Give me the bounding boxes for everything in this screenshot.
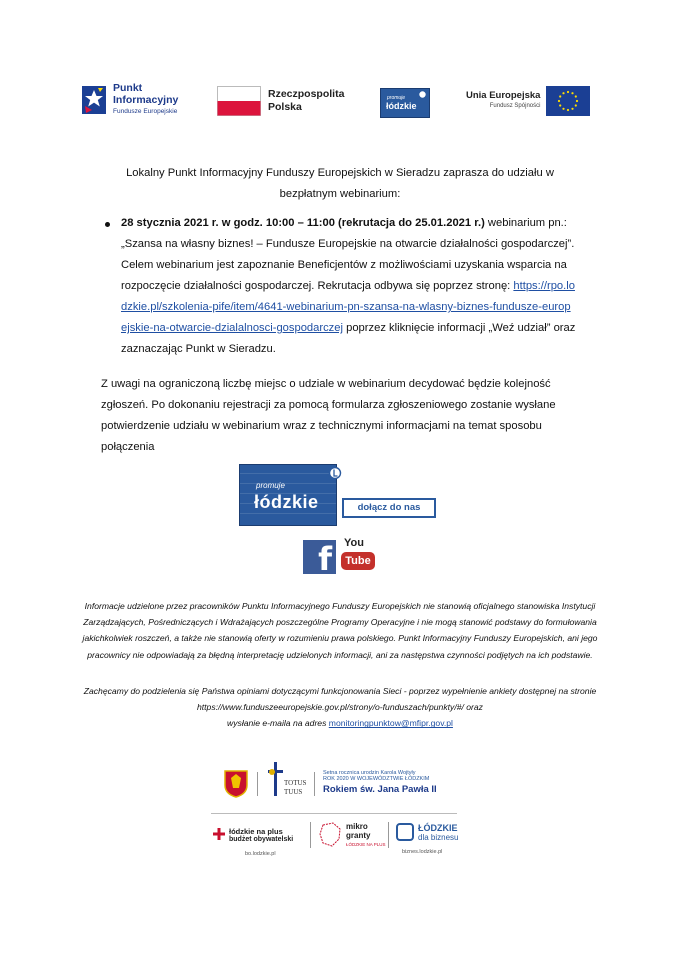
youtube-icon[interactable] xyxy=(341,537,375,573)
punkt-informacyjny-logo xyxy=(80,82,178,118)
fe-star-icon xyxy=(80,84,108,116)
survey-email-prefix: wysłanie e-maila na adres xyxy=(227,718,329,729)
email-link[interactable]: monitoringpunktow@mfipr.gov.pl xyxy=(328,718,453,729)
facebook-letter: f xyxy=(318,540,332,574)
region-map-icon xyxy=(318,822,342,848)
youtube-you: You xyxy=(344,537,364,549)
jp-small-1: Setna rocznica urodzin Karola Wojtyły xyxy=(323,770,416,776)
join-us-button[interactable]: dołącz do nas xyxy=(342,498,436,518)
jp-big: Rokiem św. Jana Pawła II xyxy=(323,784,437,795)
event-paragraph xyxy=(121,213,576,360)
totus-2: TUUS xyxy=(284,788,303,796)
bullet-icon xyxy=(105,222,110,227)
promuje-small: promuje xyxy=(387,95,406,101)
mikrogranty-logo xyxy=(318,820,393,852)
survey-text xyxy=(80,683,600,732)
punkt-line2: Informacyjny xyxy=(113,94,179,106)
totus-tuus-logo xyxy=(266,762,318,802)
promuje-lodzkie-header-logo xyxy=(380,88,430,118)
eu-flag-icon xyxy=(546,86,590,116)
lb-line2: dla biznesu xyxy=(418,833,459,842)
mg-line3: ŁÓDZKIE NA PLUS xyxy=(346,842,386,847)
ue-line1: Unia Europejska xyxy=(466,90,541,101)
biznes-icon xyxy=(396,823,414,841)
mg-line1: mikro xyxy=(346,822,368,831)
participation-paragraph: Z uwagi na ograniczoną liczbę miejsc o udziale w webinarium decydować będzie kolejność zgłoszeń. Po dokonaniu rejestracji za pomocą formularza zgłoszeniowego zostanie wysłane potwierdzenie udziału w webinarium wraz z technicznymi informacjami na temat sposobu połączenia xyxy=(101,378,556,453)
survey-invite: Zachęcamy do podzielenia się Państwa opiniami dotyczącymi funkcjonowania Sieci - poprzez wypełnienie ankiety dostępnej na stronie https://www.funduszeeuropejskie.gov.pl/strony/o-funduszach/punkty/#/ oraz xyxy=(83,686,597,713)
poland-flag-icon xyxy=(217,86,261,116)
promuje-lodzkie-banner[interactable] xyxy=(239,464,337,526)
unia-europejska-logo xyxy=(466,86,590,116)
jp-small-2: ROK 2020 W WOJEWÓDZTWIE ŁÓDZKIM xyxy=(323,776,430,782)
event-description: webinarium pn.: „Szansa na własny biznes! – Fundusze Europejskie na otwarcie działalności gospodarczej”. Celem webinarium jest zapoznanie Beneficjentów z możliwościami uzyskania wsparcia na rozpoczęcie działalności gospodarczej. Rekrutacja odbywa się poprzez stronę: xyxy=(121,217,575,292)
footer-divider xyxy=(211,813,457,814)
bo-line1: łódzkie na plus xyxy=(229,827,283,836)
registration-link[interactable]: https://rpo.lodzkie.pl/szkolenia-pife/item/4641-webinarium-pn-szansa-na-wlasny-biznes-fundusze-europejskie-na-otwarcie-dzialalnosci-gospodarczej xyxy=(121,280,575,334)
plus-icon xyxy=(213,828,225,840)
disclaimer-text: Informacje udzielone przez pracowników Punktu Informacyjnego Funduszy Europejskich nie stanowią oficjalnego stanowiska Instytucji Zarządzających, Pośredniczących i Wdrażających poszczególne Programy Operacyjne i nie mogą stanowić podstawy do formułowania jakichkolwiek roszczeń, a także nie stanowią oferty w rozumieniu prawa polskiego. Punkt Informacyjny Funduszy Europejskich, ani jego pracownicy nie odpowiadają za błędną interpretację udzielonych informacji, ani za następstwa czynności podjętych na ich podstawie. xyxy=(82,601,598,660)
bo-url: bo.lodzkie.pl xyxy=(245,851,276,857)
punkt-line1: Punkt xyxy=(113,82,143,94)
punkt-sub: Fundusze Europejskie xyxy=(113,108,178,115)
event-date: 28 stycznia 2021 r. w godz. 10:00 – 11:00 (rekrutacja do 25.01.2021 r.) xyxy=(121,217,485,229)
youtube-tube: Tube xyxy=(341,552,375,570)
ue-sub: Fundusz Spójności xyxy=(489,103,541,109)
coin-icon xyxy=(418,90,427,99)
rp-line1: Rzeczpospolita xyxy=(268,88,345,100)
coin-icon xyxy=(328,466,342,480)
jan-pawel-banner xyxy=(323,770,473,795)
promuje-big: łódzkie xyxy=(386,101,417,111)
totus-1: TOTUS xyxy=(284,779,307,787)
facebook-icon[interactable] xyxy=(303,540,336,574)
bo-line2: budżet obywatelski xyxy=(229,836,294,843)
lb-line1: ŁÓDZKIE xyxy=(418,823,458,833)
intro-text: Lokalny Punkt Informacyjny Funduszy Europejskich w Sieradzu zaprasza do udziału w bezpłatnym webinarium: xyxy=(126,167,554,200)
rp-line2: Polska xyxy=(268,101,302,113)
lb-url: biznes.lodzkie.pl xyxy=(402,849,443,855)
mg-line2: granty xyxy=(346,831,371,840)
lodzkie-coat-of-arms-icon xyxy=(223,768,249,798)
rzeczpospolita-logo xyxy=(217,86,344,116)
promo-small: promuje xyxy=(256,481,285,490)
promo-big: łódzkie xyxy=(254,492,319,512)
event-instructions: poprzez kliknięcie informacji „Weź udział” oraz zaznaczając Punkt w Sieradzu. xyxy=(121,322,576,355)
